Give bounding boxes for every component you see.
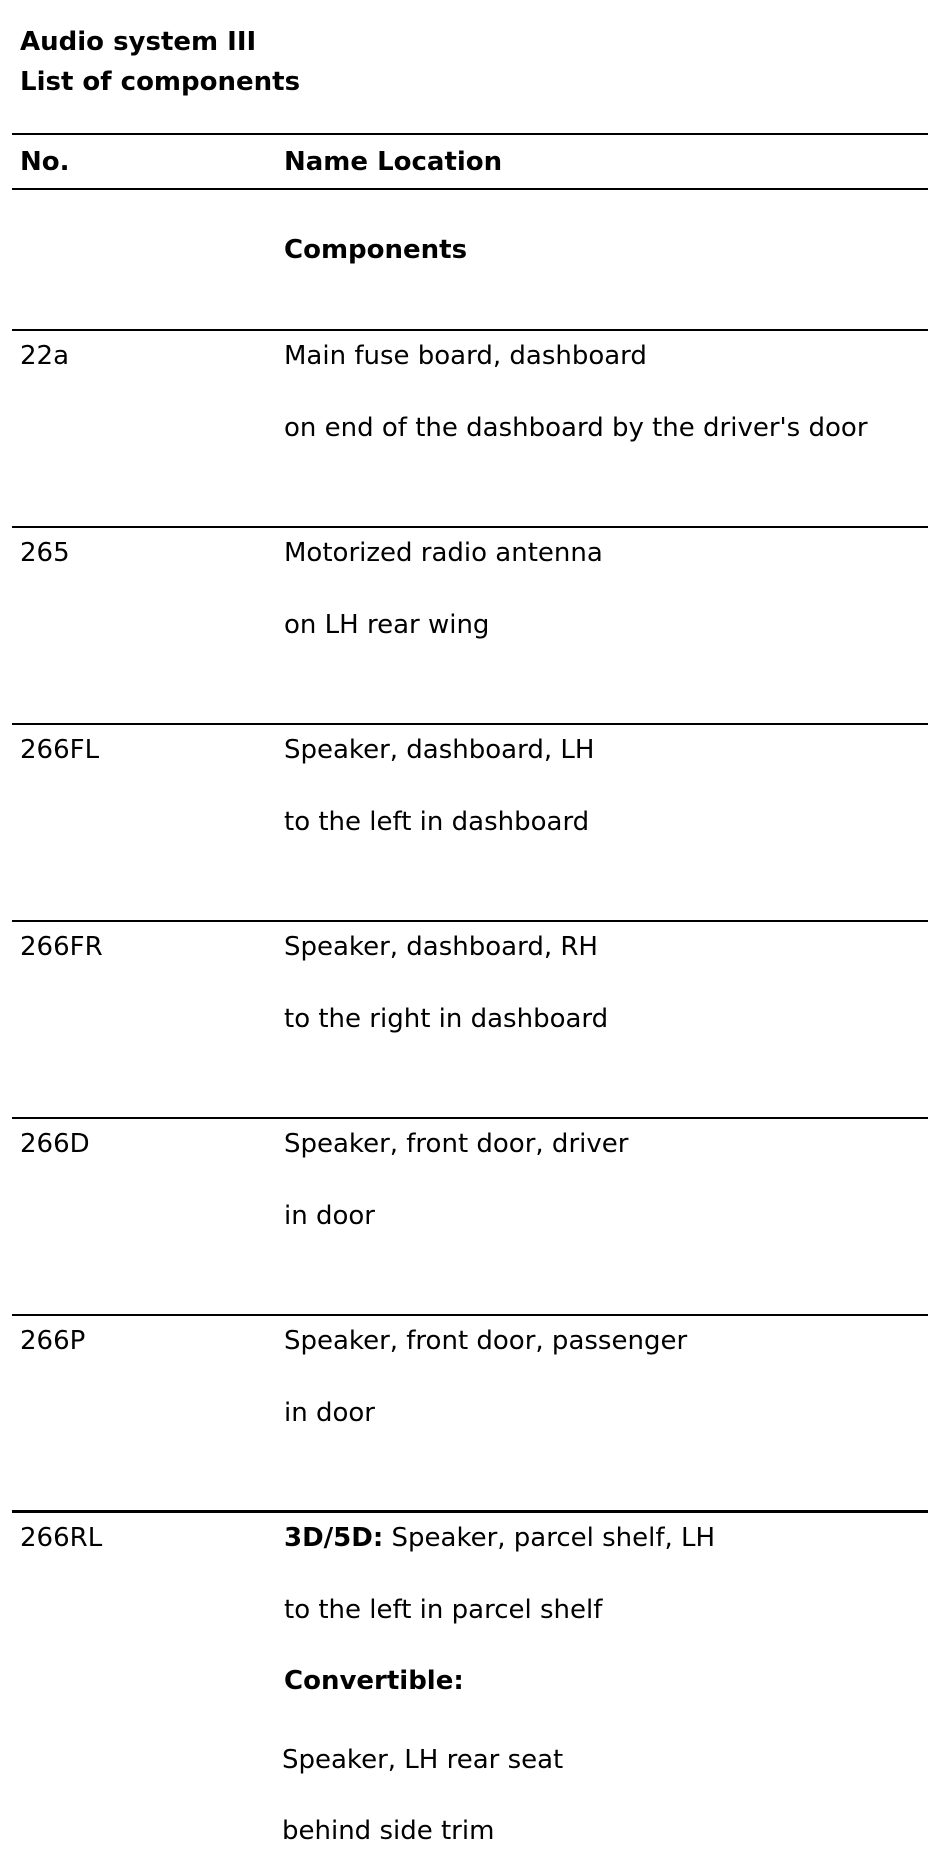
row-no-266d: 266D [20, 1129, 90, 1159]
row-name-265: Motorized radio antenna [284, 538, 603, 568]
row-name-266p: Speaker, front door, passenger [284, 1326, 688, 1356]
row-divider [12, 723, 928, 725]
row-name-266fl: Speaker, dashboard, LH [284, 735, 595, 765]
row-no-266fl: 266FL [20, 735, 100, 765]
row-divider [12, 920, 928, 922]
row-no-266rl: 266RL [20, 1523, 103, 1553]
section-heading-components: Components [284, 235, 468, 265]
row-location-265: on LH rear wing [284, 610, 490, 640]
document-title-block [20, 22, 300, 102]
document-subtitle: List of components [20, 67, 301, 97]
row-location-266fl: to the left in dashboard [284, 807, 590, 837]
variant-label-3d5d: 3D/5D: [284, 1523, 384, 1553]
row-no-22a: 22a [20, 341, 70, 371]
row-location-266fr: to the right in dashboard [284, 1004, 609, 1034]
row-divider [12, 329, 928, 331]
row-no-266fr: 266FR [20, 932, 103, 962]
row-divider [12, 1510, 928, 1513]
column-header-no: No. [20, 147, 70, 177]
row-location-22a: on end of the dashboard by the driver's door [284, 413, 868, 443]
variant-name-3d5d: Speaker, parcel shelf, LH [383, 1523, 716, 1553]
row-name-266rl-3d5d [284, 1522, 715, 1554]
table-top-rule [12, 133, 928, 135]
row-name-266fr: Speaker, dashboard, RH [284, 932, 598, 962]
row-divider [12, 1314, 928, 1316]
row-location-266rl-convertible: behind side trim [282, 1816, 495, 1846]
header-bottom-rule [12, 188, 928, 190]
document-title: Audio system III [20, 27, 257, 57]
row-location-266d: in door [284, 1201, 375, 1231]
column-header-name-location: Name Location [284, 147, 503, 177]
row-no-265: 265 [20, 538, 70, 568]
row-location-266rl-3d5d: to the left in parcel shelf [284, 1595, 603, 1625]
row-divider [12, 1117, 928, 1119]
row-location-266p: in door [284, 1398, 375, 1428]
row-no-266p: 266P [20, 1326, 86, 1356]
row-name-266rl-convertible: Speaker, LH rear seat [282, 1745, 564, 1775]
row-name-266d: Speaker, front door, driver [284, 1129, 629, 1159]
row-name-22a: Main fuse board, dashboard [284, 341, 647, 371]
row-divider [12, 526, 928, 528]
variant-label-convertible: Convertible: [284, 1666, 464, 1696]
